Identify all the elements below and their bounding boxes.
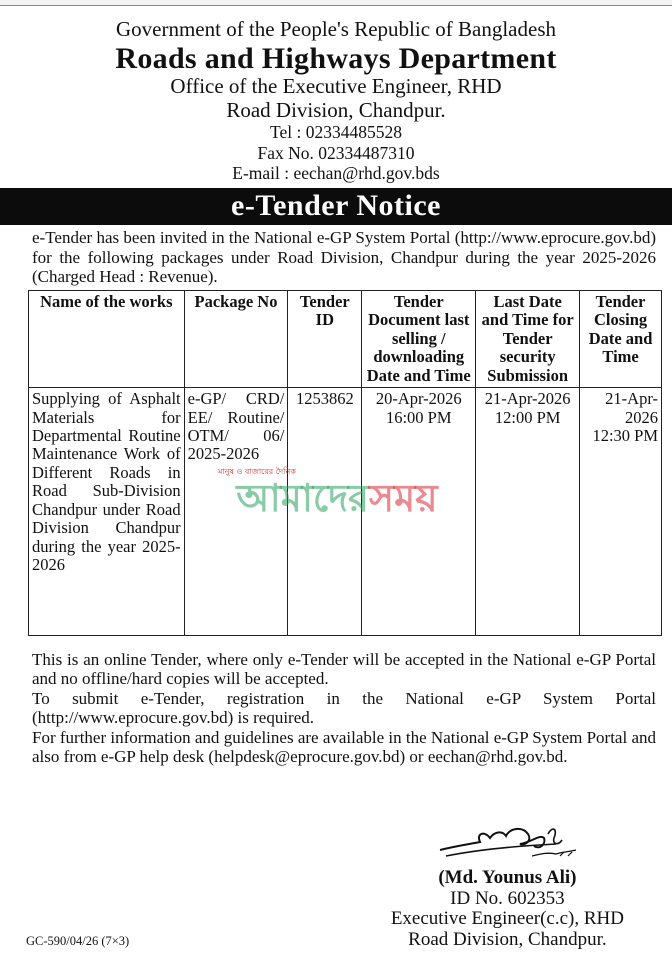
- fax-line: Fax No. 02334487310: [257, 142, 415, 163]
- email-line: E-mail : eechan@rhd.gov.bds: [232, 163, 440, 184]
- table-row: [29, 388, 662, 636]
- signatory-office: Road Division, Chandpur.: [408, 928, 607, 950]
- watermark-tagline: মানুষ ও বাজারের দৈনিক: [218, 467, 296, 476]
- col-header-document-date: Tender Document last selling / downloading Date and Time: [362, 290, 476, 387]
- notice-header: [10, 18, 662, 184]
- cell-security-date: [476, 388, 580, 636]
- cell-document-date: [362, 388, 476, 636]
- office-line: Office of the Executive Engineer, RHD: [170, 74, 502, 99]
- note-further-info: For further information and guidelines are available in the National e-GP System Portal and also from e-GP help desk (helpdesk@eprocure.gov.bd) or eechan@rhd.gov.bd.: [32, 727, 656, 766]
- watermark-name-part2: সময়: [369, 476, 438, 520]
- division-line: Road Division, Chandpur.: [226, 97, 446, 122]
- cell-closing-date: [580, 388, 662, 636]
- cell-tender-id: 1253862: [288, 388, 362, 636]
- government-line: Government of the People's Republic of Bangladesh: [115, 17, 556, 41]
- document-date: 20-Apr-2026: [375, 389, 462, 409]
- signatory-block: [391, 868, 624, 950]
- signatory-name: (Md. Younus Ali): [438, 867, 577, 888]
- cell-work-name: Supplying of Asphalt Materials for Departmental Routine Maintenance Work of Different Roads in Road Sub-Division Chandpur under Road Division Chandpur during the year 2025-2026: [29, 388, 185, 636]
- notes-section: [10, 650, 662, 766]
- note-registration: To submit e-Tender, registration in the National e-GP System Portal (http://www.eprocure.gov.bd) is required.: [32, 688, 656, 728]
- closing-date: 21-Apr-2026: [605, 389, 658, 427]
- department-title: Roads and Highways Department: [115, 41, 557, 75]
- tender-table: [28, 290, 662, 636]
- signatory-designation: Executive Engineer(c.c), RHD: [390, 908, 624, 930]
- security-date: 21-Apr-2026: [484, 389, 571, 409]
- top-edge-strip: [0, 0, 672, 6]
- signatory-id: ID No. 602353: [450, 887, 565, 909]
- col-header-closing-date: Tender Closing Date and Time: [580, 290, 662, 387]
- document-time: 16:00 PM: [385, 407, 452, 427]
- intro-paragraph: e-Tender has been invited in the National e-GP System Portal (http://www.eprocure.gov.bd) for the following packages under Road Division, Chandpur during the year 2025-2026 (Charged Head : Revenue).: [32, 228, 656, 287]
- security-time: 12:00 PM: [494, 407, 561, 427]
- gc-number: GC-590/04/26 (7×3): [26, 934, 130, 948]
- note-online-tender: This is an online Tender, where only e-Tender will be accepted in the National e-GP Portal and no offline/hard copies will be accepted.: [32, 650, 656, 689]
- col-header-tender-id: Tender ID: [288, 290, 362, 387]
- table-header-row: [29, 290, 662, 387]
- notice-banner: e-Tender Notice: [0, 188, 672, 225]
- signature-icon: [436, 816, 586, 866]
- closing-time: 12:30 PM: [592, 425, 658, 445]
- watermark-name-part1: আমাদের: [236, 476, 369, 520]
- col-header-name: Name of the works: [29, 290, 185, 387]
- telephone-line: Tel : 02334485528: [270, 122, 402, 143]
- col-header-package: Package No: [184, 290, 288, 387]
- cell-package: e-GP/ CRD/ EE/ Routine/ OTM/ 06/ 2025-2026: [184, 388, 288, 636]
- col-header-security-date: Last Date and Time for Tender security Submission: [476, 290, 580, 387]
